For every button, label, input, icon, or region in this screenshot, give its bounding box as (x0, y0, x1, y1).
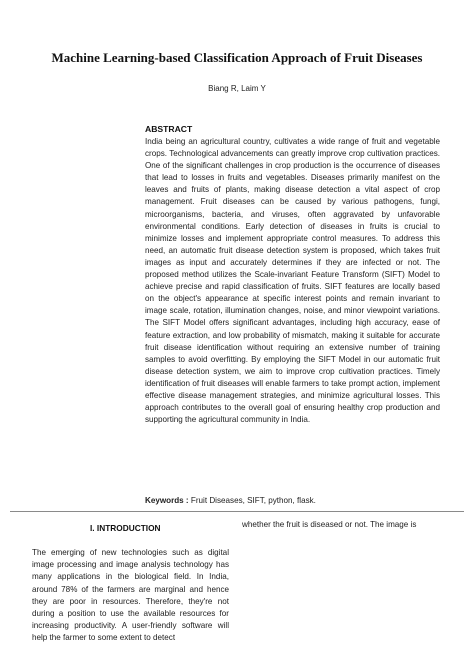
author-line: Biang R, Laim Y (208, 84, 266, 93)
keywords-values: Fruit Diseases, SIFT, python, flask. (188, 496, 316, 505)
introduction-heading: I. INTRODUCTION (90, 523, 161, 533)
introduction-left-column: The emerging of new technologies such as digital image processing and image analysis technology has many applications in the biological field. In India, around 78% of the farmers are marginal and hence they are poor in resources. Therefore, they're not during a position to use the available resources for increasing productivity. A user-friendly software will help the farmer to some extent to detect (32, 548, 229, 643)
keywords-line (145, 496, 316, 505)
abstract-heading: ABSTRACT (145, 124, 193, 134)
introduction-right-column: whether the fruit is diseased or not. The image is (242, 520, 417, 529)
abstract-body: India being an agricultural country, cultivates a wide range of fruit and vegetable crops. Technological advancements can greatly improve crop cultivation practices. One of the significant challenges in crop production is the occurrence of diseases that lead to losses in fruits and vegetables. Diseases primarily manifest on the leaves and fruits of plants, making disease detection a vital aspect of crop management. Fruit diseases can be caused by various pathogens, fungi, microorganisms, bacteria, and viruses, often aggravated by unfavorable environmental conditions. Early detection of diseases in fruits is crucial to minimize losses and implement appropriate control measures. To address this need, an automatic fruit disease detection system is proposed, which takes fruit images as input and accurately determines if they are infected or not. The proposed method utilizes the Scale-invariant Feature Transform (SIFT) Model to achieve precise and rapid classification of fruits. SIFT features are locally based on the object's appearance at specific interest points and remain invariant to image scale, rotation, illumination changes, noise, and minor viewpoint variations. The SIFT Model offers significant advantages, including high accuracy, ease of feature extraction, and low probability of mismatch, making it suitable for accurate fruit disease identification without requiring an extensive number of training samples to avoid overfitting. By employing the SIFT Model in our automatic fruit disease detection system, we aim to improve crop cultivation practices. Timely identification of fruit diseases will enable farmers to take prompt action, implement effective disease management strategies, and minimize agricultural losses. This approach contributes to the overall goal of ensuring healthy crop production and supporting the agricultural community in India. (145, 137, 440, 425)
section-divider (10, 511, 464, 512)
keywords-label: Keywords : (145, 496, 189, 505)
paper-title: Machine Learning-based Classification Approach of Fruit Diseases (51, 50, 423, 65)
